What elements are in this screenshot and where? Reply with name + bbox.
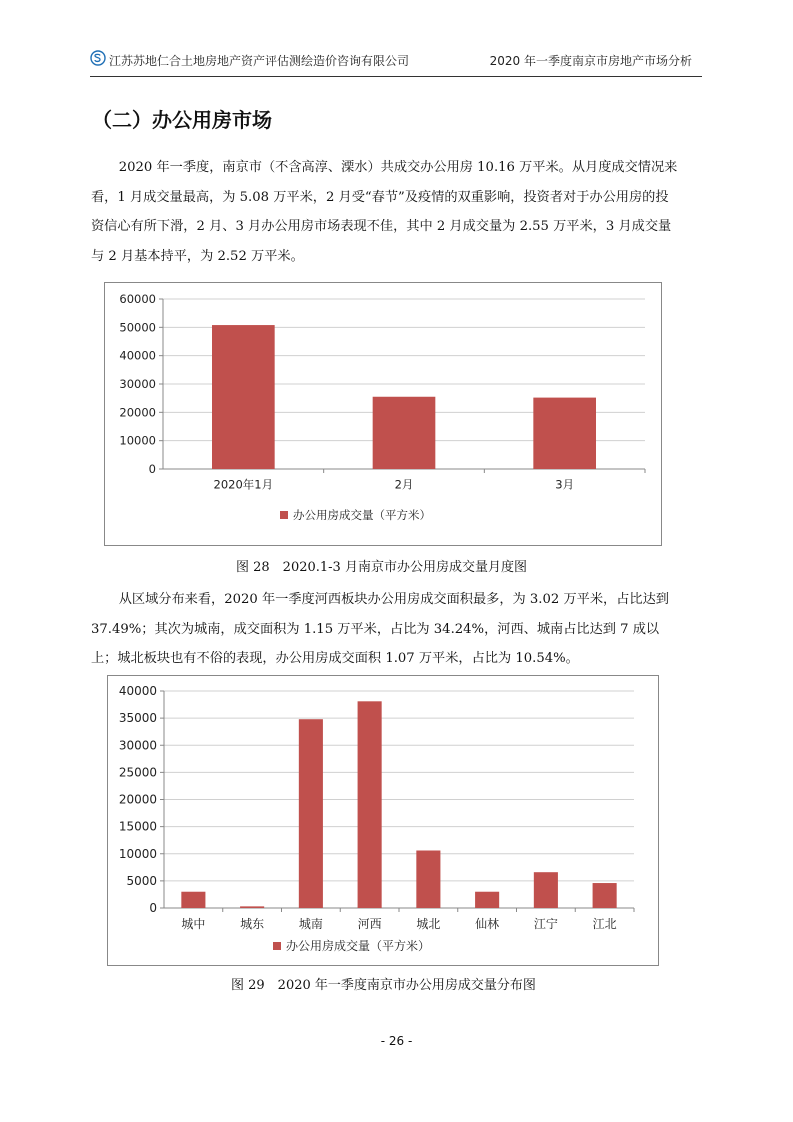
y-tick-label: 35000 [118, 711, 157, 726]
paragraph-district: 从区域分布来看，2020 年一季度河西板块办公用房成交面积最多，为 3.02 万平米，占比达到 37.49%；其次为城南，成交面积为 1.15 万平米，占比为 34.24%，河西、城南占比达到 7 成以上；城北板块也有不俗的表现，办公用房成交面积 1.07 万平米，占比为 10.54%。 [91, 592, 669, 666]
y-tick-label: 30000 [119, 377, 156, 391]
figure-28-caption: 图 28 2020.1-3 月南京市办公用房成交量月度图 [236, 560, 527, 575]
legend-label: 办公用房成交量（平方米） [293, 508, 431, 522]
bar-2020年1月 [212, 325, 275, 469]
y-tick-label: 50000 [119, 320, 156, 335]
chart-district [108, 676, 658, 965]
bar-城南 [299, 719, 323, 908]
bar-2月 [373, 397, 436, 469]
y-tick-label: 40000 [118, 684, 157, 698]
chart-monthly [105, 283, 661, 545]
y-tick-label: 10000 [119, 433, 156, 448]
y-tick-label: 20000 [118, 792, 157, 807]
page-number: - 26 - [380, 1034, 413, 1048]
y-tick-label: 60000 [119, 292, 156, 306]
y-tick-label: 25000 [118, 765, 157, 780]
x-tick-label: 仙林 [475, 917, 500, 931]
bar-江北 [593, 883, 617, 908]
x-tick-label: 2月 [394, 477, 414, 492]
company-logo-icon [90, 50, 106, 66]
y-tick-label: 10000 [118, 846, 157, 861]
x-tick-label: 城东 [240, 917, 265, 931]
y-tick-label: 5000 [126, 873, 157, 888]
x-tick-label: 城北 [416, 917, 441, 931]
x-tick-label: 江北 [592, 917, 617, 931]
bar-仙林 [475, 892, 499, 908]
section-title: （二）办公用房市场 [92, 108, 272, 132]
y-tick-label: 30000 [118, 738, 157, 753]
legend-swatch [280, 511, 288, 519]
bar-城中 [181, 892, 205, 908]
x-tick-label: 城中 [181, 917, 206, 931]
legend-label: 办公用房成交量（平方米） [286, 939, 431, 953]
bar-城东 [240, 906, 264, 908]
y-tick-label: 0 [149, 901, 157, 915]
legend-swatch [273, 942, 281, 950]
report-title: 2020 年一季度南京市房地产市场分析 [489, 54, 692, 68]
x-tick-label: 江宁 [533, 917, 558, 931]
bar-河西 [358, 701, 382, 908]
y-tick-label: 20000 [119, 405, 156, 420]
figure-29-caption: 图 29 2020 年一季度南京市办公用房成交量分布图 [231, 978, 536, 993]
y-tick-label: 40000 [119, 348, 156, 363]
bar-江宁 [534, 872, 558, 908]
bar-城北 [416, 850, 440, 908]
paragraph-monthly: 2020 年一季度，南京市（不含高淳、溧水）共成交办公用房 10.16 万平米。从月度成交情况来看，1 月成交量最高，为 5.08 万平米，2 月受“春节”及疫情的双重影响，投资者对于办公用房的投资信心有所下滑，2 月、3 月办公用房市场表现不佳，其中 2 月成交量为 2.55 万平米，3 月成交量与 2 月基本持平，为 2.52 万平米。 [91, 160, 678, 264]
chart-monthly-box [104, 282, 662, 546]
chart-district-box [107, 675, 659, 966]
x-tick-label: 3月 [555, 477, 575, 492]
x-tick-label: 城南 [298, 917, 323, 931]
y-tick-label: 15000 [118, 819, 157, 834]
y-tick-label: 0 [148, 462, 156, 476]
x-tick-label: 河西 [357, 917, 382, 931]
bar-3月 [533, 398, 596, 469]
page-header [90, 50, 702, 77]
x-tick-label: 2020年1月 [213, 477, 274, 492]
company-name: 江苏苏地仁合土地房地产资产评估测绘造价咨询有限公司 [109, 54, 410, 68]
